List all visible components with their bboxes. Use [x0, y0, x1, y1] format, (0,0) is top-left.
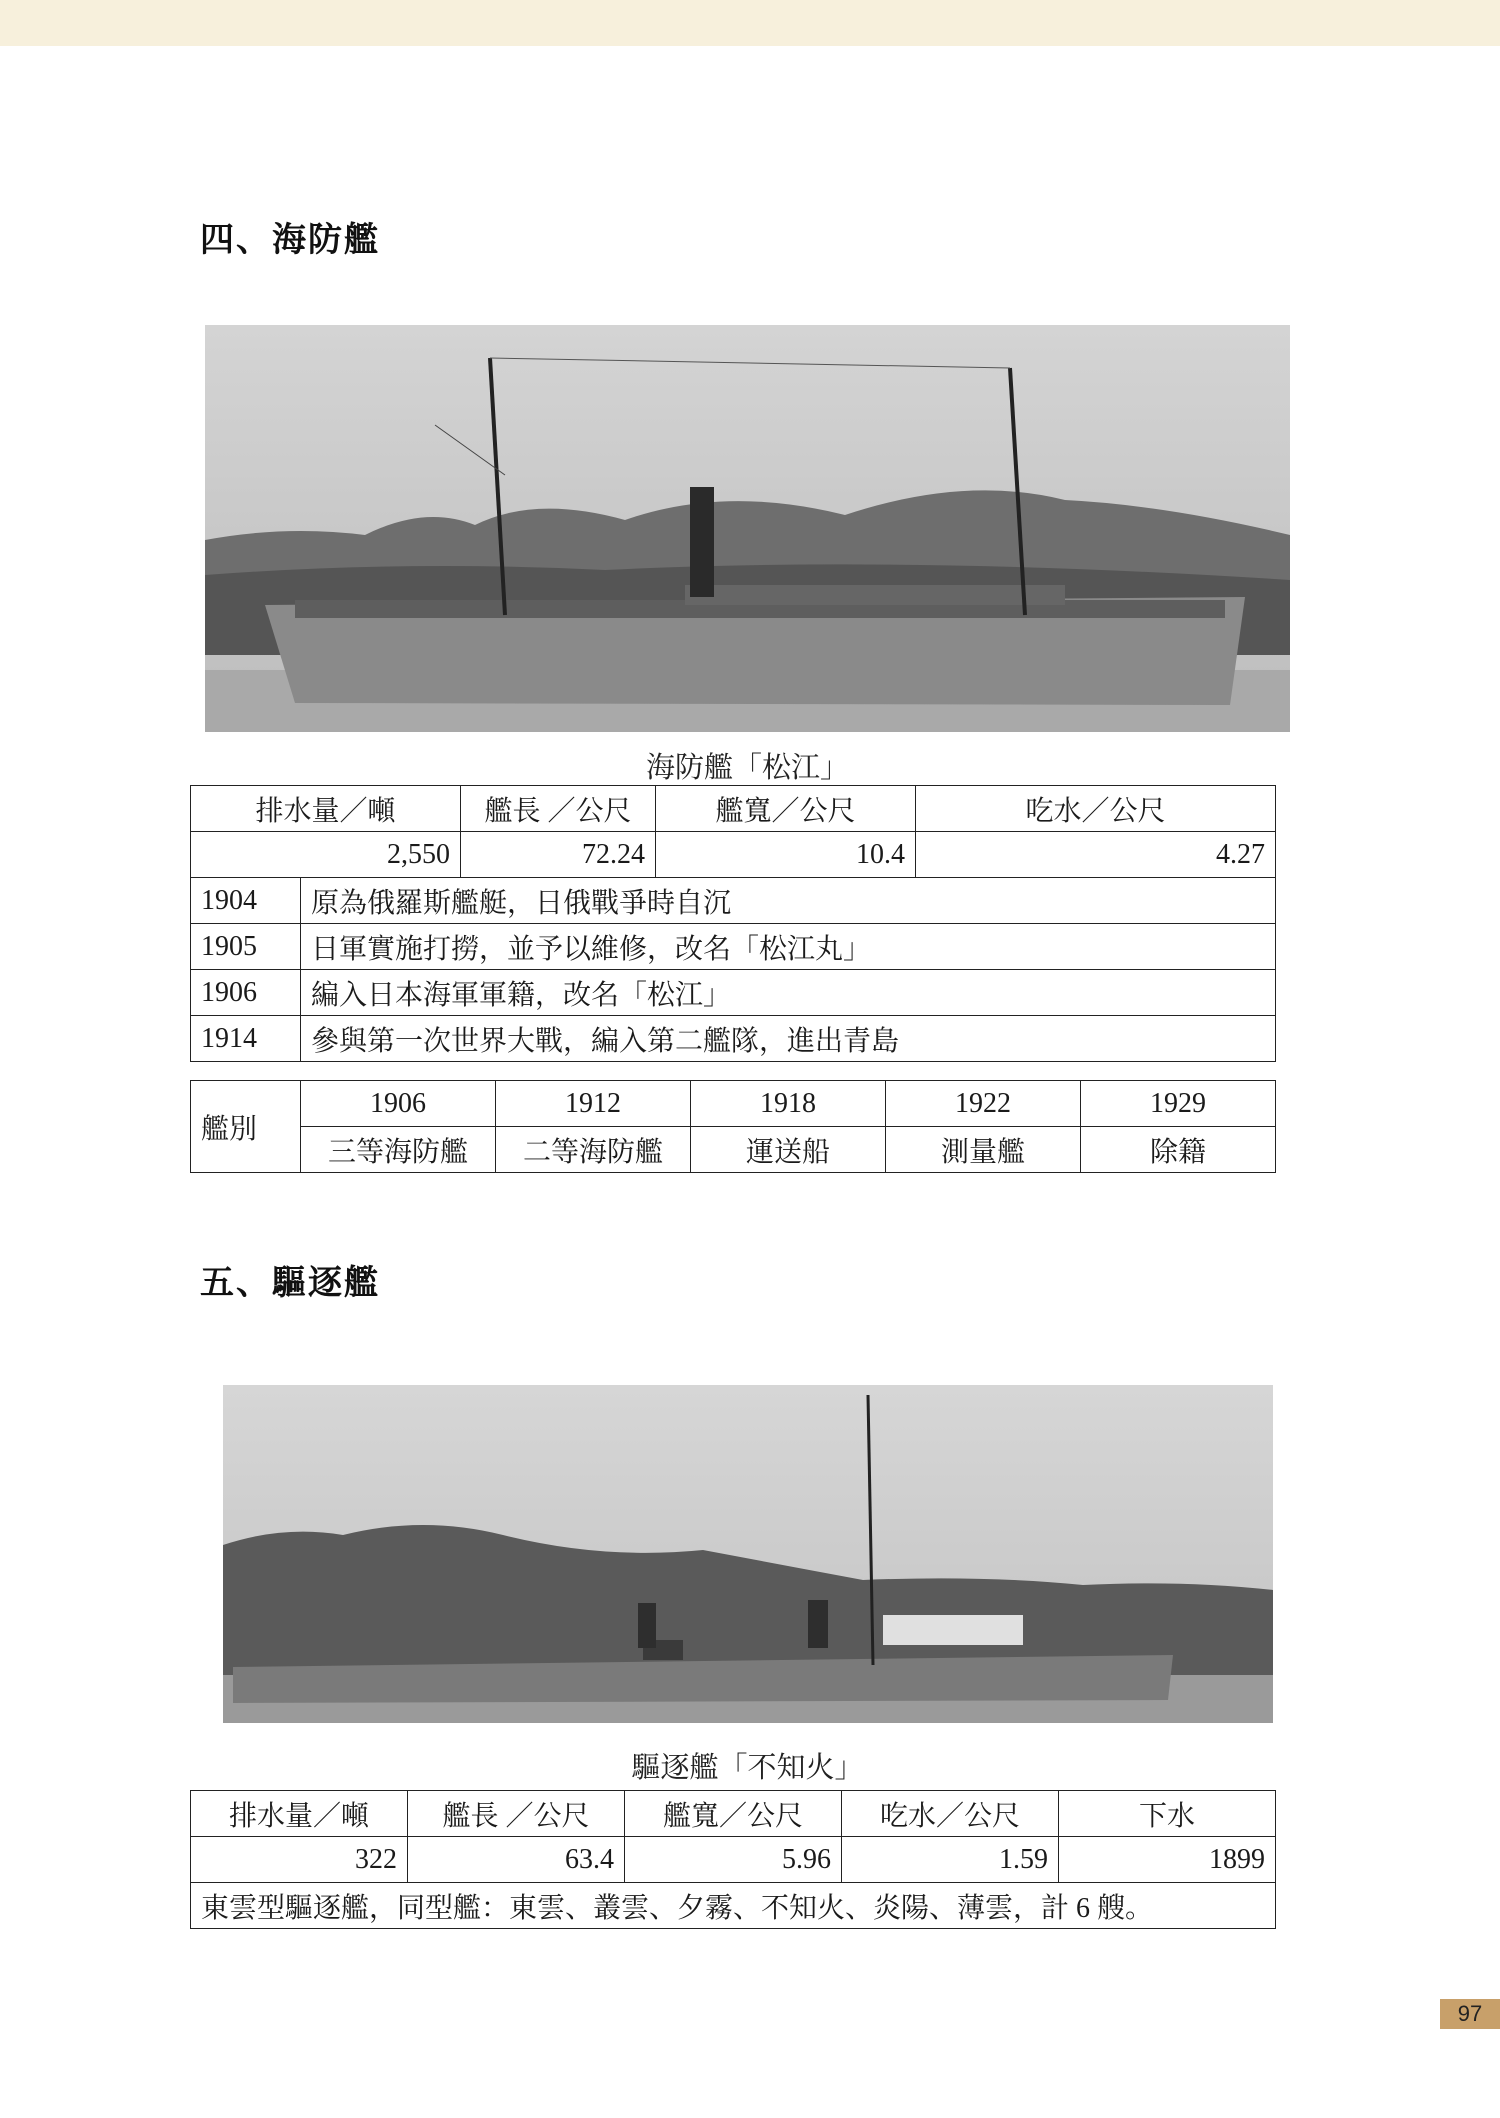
spec-value-length: 72.24	[461, 832, 656, 878]
spec-header-beam: 艦寬／公尺	[656, 786, 916, 832]
spec-header-displacement: 排水量／噸	[191, 786, 461, 832]
classification-type-row	[191, 1127, 1276, 1173]
classification-year: 1929	[1081, 1081, 1276, 1127]
spec-value-beam: 5.96	[625, 1837, 842, 1883]
page-number: 97	[1440, 1999, 1500, 2029]
history-year: 1914	[191, 1016, 301, 1062]
spec-value-beam: 10.4	[656, 832, 916, 878]
history-year: 1905	[191, 924, 301, 970]
classification-year: 1912	[496, 1081, 691, 1127]
spec-value-length: 63.4	[408, 1837, 625, 1883]
history-row	[191, 970, 1276, 1016]
history-year: 1904	[191, 878, 301, 924]
classification-year: 1922	[886, 1081, 1081, 1127]
photo-caption-songjiang: 海防艦「松江」	[645, 750, 849, 784]
classification-type: 二等海防艦	[496, 1127, 691, 1173]
spec-header-length: 艦長 ／公尺	[408, 1791, 625, 1837]
classification-year: 1918	[691, 1081, 886, 1127]
spec-value-launched: 1899	[1059, 1837, 1276, 1883]
spec-header-row	[191, 786, 1276, 832]
history-row	[191, 878, 1276, 924]
classification-type: 測量艦	[886, 1127, 1081, 1173]
classification-type: 三等海防艦	[301, 1127, 496, 1173]
spec-header-draft: 吃水／公尺	[842, 1791, 1059, 1837]
classification-type: 除籍	[1081, 1127, 1276, 1173]
top-decorative-band	[0, 0, 1500, 46]
classification-year-row	[191, 1081, 1276, 1127]
spec-header-displacement: 排水量／噸	[191, 1791, 408, 1837]
classification-table-songjiang	[190, 1080, 1276, 1173]
photo-ship-songjiang	[205, 325, 1290, 732]
classification-year: 1906	[301, 1081, 496, 1127]
class-note: 東雲型驅逐艦，同型艦：東雲、叢雲、夕霧、不知火、炎陽、薄雲，計 6 艘。	[191, 1883, 1276, 1929]
history-text: 原為俄羅斯艦艇，日俄戰爭時自沉	[301, 878, 1276, 924]
history-row	[191, 1016, 1276, 1062]
spec-value-draft: 4.27	[916, 832, 1276, 878]
history-text: 編入日本海軍軍籍，改名「松江」	[301, 970, 1276, 1016]
spec-value-draft: 1.59	[842, 1837, 1059, 1883]
note-row	[191, 1883, 1276, 1929]
history-year: 1906	[191, 970, 301, 1016]
section-heading-coastal-defense: 四、海防艦	[200, 220, 380, 260]
spec-value-displacement: 2,550	[191, 832, 461, 878]
section-heading-destroyer: 五、驅逐艦	[200, 1263, 380, 1303]
spec-value-row	[191, 1837, 1276, 1883]
photo-ship-shiranui	[223, 1385, 1273, 1723]
history-text: 日軍實施打撈，並予以維修，改名「松江丸」	[301, 924, 1276, 970]
spec-table-songjiang	[190, 785, 1276, 1062]
spec-table-shiranui	[190, 1790, 1276, 1929]
spec-header-length: 艦長 ／公尺	[461, 786, 656, 832]
history-text: 參與第一次世界大戰，編入第二艦隊，進出青島	[301, 1016, 1276, 1062]
spec-header-beam: 艦寬／公尺	[625, 1791, 842, 1837]
spec-value-row	[191, 832, 1276, 878]
spec-header-draft: 吃水／公尺	[916, 786, 1276, 832]
classification-type: 運送船	[691, 1127, 886, 1173]
spec-value-displacement: 322	[191, 1837, 408, 1883]
spec-header-row	[191, 1791, 1276, 1837]
photo-caption-shiranui: 驅逐艦「不知火」	[631, 1750, 864, 1784]
classification-label: 艦別	[191, 1081, 301, 1173]
spec-header-launched: 下水	[1059, 1791, 1276, 1837]
history-row	[191, 924, 1276, 970]
